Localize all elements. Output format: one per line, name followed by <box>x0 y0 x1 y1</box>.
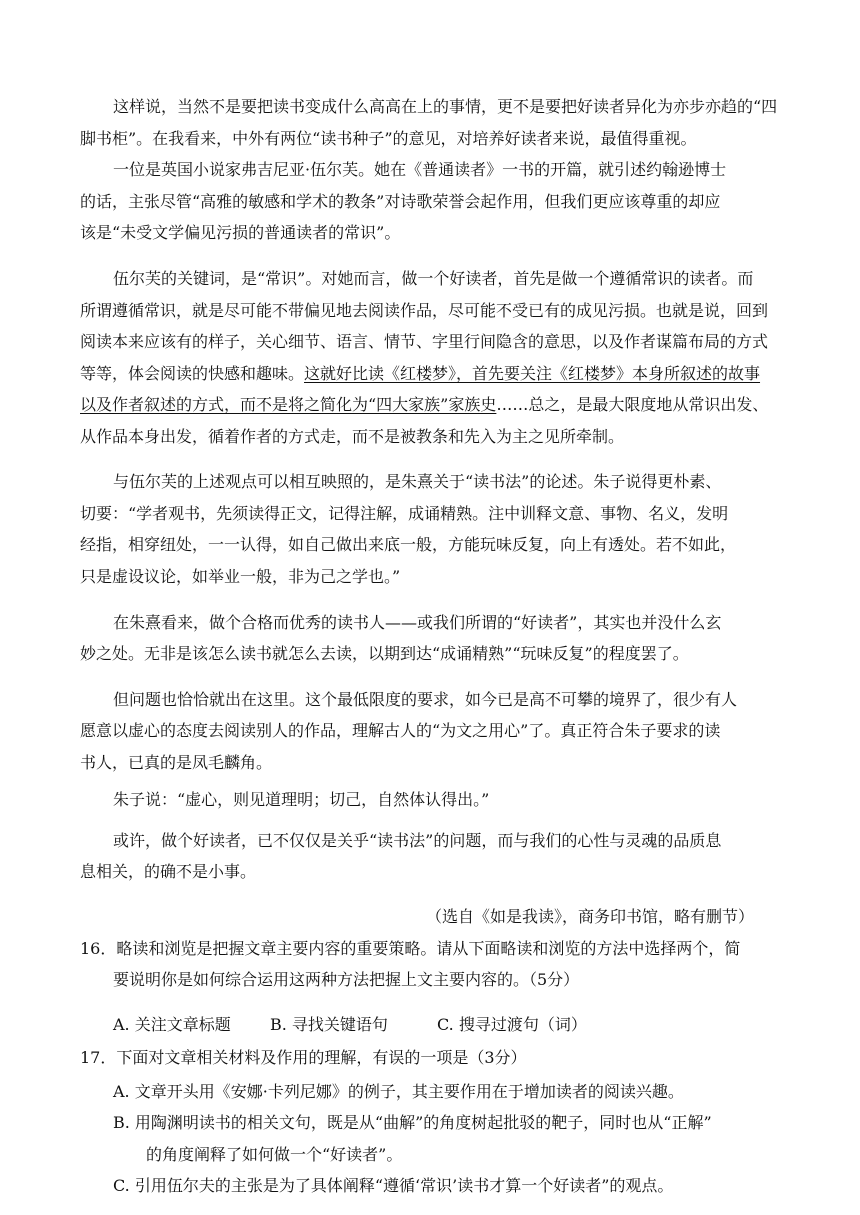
body-text-line: 阅读本来应该有的样子，关心细节、语言、情节、字里行间隐含的意思，以及作者谋篇布局的方式 <box>80 332 769 351</box>
source-citation: （选自《如是我读》，商务印书馆，略有删节） <box>426 907 755 926</box>
underlined-text: 以及作者叙述的方式，而不是将之简化为“四大家族”家族史 <box>80 395 497 414</box>
body-text-line: 朱子说：“虚心，则见道理明；切己，自然体认得出。” <box>113 790 490 809</box>
body-text-line: 但问题也恰恰就出在这里。这个最低限度的要求，如今已是高不可攀的境界了，很少有人 <box>113 690 738 709</box>
body-text-line: 一位是英国小说家弗吉尼亚·伍尔芙。她在《普通读者》一书的开篇，就引述约翰逊博士 <box>113 160 727 179</box>
plain-text: ……总之，是最大限度地从常识出发、 <box>496 395 769 414</box>
body-text-line: 这样说，当然不是要把读书变成什么高高在上的事情，更不是要把好读者异化为亦步亦趋的“四 <box>113 97 778 116</box>
question-16-option-c: C. 搜寻过渡句（词） <box>437 1015 587 1034</box>
body-text-line: 愿意以虚心的态度去阅读别人的作品，理解古人的“为文之用心”了。真正符合朱子要求的读 <box>80 721 721 740</box>
question-16-stem: 要说明你是如何综合运用这两种方法把握上文主要内容的。（5分） <box>113 970 580 989</box>
body-text-line: 该是“未受文学偏见污损的普通读者的常识”。 <box>80 223 401 242</box>
question-16-stem: 16．略读和浏览是把握文章主要内容的重要策略。请从下面略读和浏览的方法中选择两个，简 <box>80 939 741 958</box>
question-17-option-b-cont: 的角度阐释了如何做一个“好读者”。 <box>146 1145 403 1164</box>
question-16-option-b: B. 寻找关键语句 <box>270 1015 388 1034</box>
question-17-stem: 17．下面对文章相关材料及作用的理解，有误的一项是（3分） <box>80 1048 527 1067</box>
body-text-line: 经指，相穿纽处，一一认得，如自己做出来底一般，方能玩味反复，向上有透处。若不如此， <box>80 535 737 554</box>
body-text-line <box>80 364 760 386</box>
question-16-option-a: A. 关注文章标题 <box>113 1015 231 1034</box>
body-text-line: 所谓遵循常识，就是尽可能不带偏见地去阅读作品，尽可能不受已有的成见污损。也就是说，回到 <box>80 301 769 320</box>
body-text-line: 在朱熹看来，做个合格而优秀的读书人——或我们所谓的“好读者”，其实也并没什么玄 <box>113 613 722 632</box>
body-text-line: 书人，已真的是凤毛麟角。 <box>80 753 273 772</box>
body-text-line: 伍尔芙的关键词，是“常识”。对她而言，做一个好读者，首先是做一个遵循常识的读者。而 <box>113 269 754 288</box>
body-text-line: 脚书柜”。在我看来，中外有两位“读书种子”的意见，对培养好读者来说，最值得重视。 <box>80 129 697 148</box>
underlined-text: 这就好比读《红楼梦》，首先要关注《红楼梦》本身所叙述的故事 <box>304 364 761 383</box>
body-text-line <box>80 395 768 417</box>
body-text-line: 息相关，的确不是小事。 <box>80 862 257 881</box>
body-text-line: 只是虚设议论，如举业一般，非为己之学也。” <box>80 567 401 586</box>
plain-text: 等等，体会阅读的快感和趣味。 <box>80 364 305 383</box>
body-text-line: 切要：“学者观书，先须读得正文，记得注解，成诵精熟。注中训释文意、事物、名义，发明 <box>80 504 729 523</box>
body-text-line: 的话，主张尽管“高雅的敏感和学术的教条”对诗歌荣誉会起作用，但我们更应该尊重的却应 <box>80 192 721 211</box>
question-17-option-b: B. 用陶渊明读书的相关文句，既是从“曲解”的角度树起批驳的靶子，同时也从“正解” <box>113 1113 712 1132</box>
body-text-line: 或许，做个好读者，已不仅仅是关乎“读书法”的问题，而与我们的心性与灵魂的品质息 <box>113 831 722 850</box>
body-text-line: 从作品本身出发，循着作者的方式走，而不是被教条和先入为主之见所牵制。 <box>80 427 625 446</box>
body-text-line: 妙之处。无非是该怎么读书就怎么去读，以期到达“成诵精熟”“玩味反复”的程度罢了。 <box>80 644 689 663</box>
question-17-option-c: C. 引用伍尔夫的主张是为了具体阐释“遵循‘常识’读书才算一个好读者”的观点。 <box>113 1176 674 1195</box>
body-text-line: 与伍尔芙的上述观点可以相互映照的，是朱熹关于“读书法”的论述。朱子说得更朴素、 <box>113 472 722 491</box>
question-17-option-a: A. 文章开头用《安娜·卡列尼娜》的例子，其主要作用在于增加读者的阅读兴趣。 <box>113 1082 684 1101</box>
